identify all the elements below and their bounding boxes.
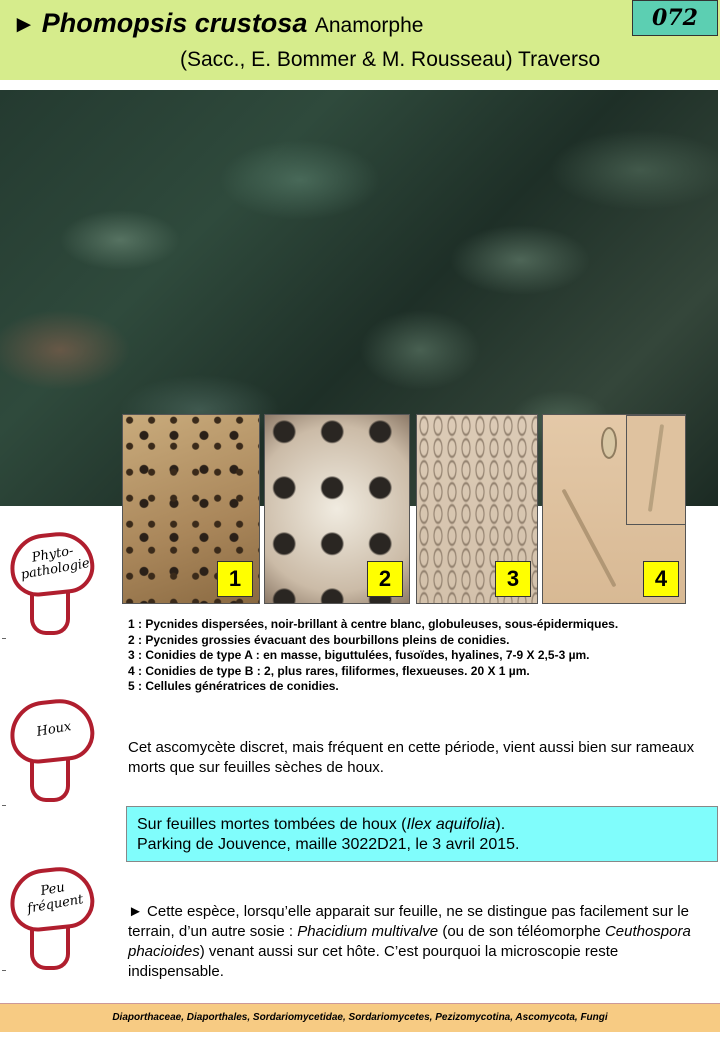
habitat-line-1	[137, 815, 717, 835]
filament-shape	[561, 488, 616, 587]
host-species: Ilex aquifolia	[406, 816, 496, 833]
sheet-number-badge: 072	[632, 0, 718, 36]
taxonomy-footer: Diaporthaceae, Diaporthales, Sordariomycetidae, Sordariomycetes, Pezizomycotina, Ascomycota, Fungi	[0, 1003, 720, 1032]
caption-line: 4 : Conidies de type B : 2, plus rares, filiformes, flexueuses. 20 X 1 µm.	[128, 663, 530, 678]
host-note: Cet ascomycète discret, mais fréquent en cette période, vient aussi bien sur rameaux morts que sur feuilles sèches de houx.	[128, 739, 695, 776]
species-authors: (Sacc., E. Bommer & M. Rousseau) Traverso	[180, 48, 601, 71]
arrow-icon: ►	[12, 11, 36, 38]
microscopy-image-4	[542, 414, 686, 604]
microscopy-image-1	[122, 414, 260, 604]
lookalike-species: Phacidium multivalve	[297, 923, 439, 940]
stage-label: Anamorphe	[314, 14, 424, 37]
habitat-box	[126, 806, 718, 862]
note-text: ► Cette espèce, lorsqu’elle apparait sur feuille, ne se distingue pas facilement sur le terrain, d’un autre sosie :	[128, 903, 689, 940]
divider-mark	[2, 638, 6, 639]
species-name: Phomopsis crustosa	[41, 8, 308, 38]
caption-line: 2 : Pycnides grossies évacuant des bourbillons pleins de conidies.	[128, 632, 510, 647]
divider-mark	[2, 970, 6, 971]
image-number-tag: 2	[367, 561, 403, 597]
microscopy-image-3	[416, 414, 538, 604]
frequency-note	[128, 902, 708, 982]
image-number-tag: 1	[217, 561, 253, 597]
spore-shape	[601, 427, 617, 459]
caption-line: 5 : Cellules génératrices de conidies.	[128, 679, 339, 693]
divider-mark	[2, 805, 6, 806]
habitat-text: Sur feuilles mortes tombées de houx (	[137, 816, 407, 833]
inset-image	[626, 415, 686, 525]
frequency-label: Peu fréquent	[26, 880, 85, 917]
habitat-text: ).	[495, 816, 506, 833]
note-text: ) venant aussi sur cet hôte. C’est pourquoi la microscopie reste indispensable.	[128, 943, 619, 980]
species-title	[12, 8, 423, 39]
microscopy-image-2	[264, 414, 410, 604]
image-captions	[128, 617, 618, 695]
host-label: Houx	[35, 719, 73, 740]
title-header	[0, 0, 720, 80]
image-number-tag: 4	[643, 561, 679, 597]
teleomorph-species: Ceuthospora phacioides	[128, 923, 691, 960]
phytopathology-label: Phyto-pathologie	[19, 543, 91, 583]
image-number-tag: 3	[495, 561, 531, 597]
note-text: (ou de son téléomorphe	[438, 923, 605, 940]
caption-line: 3 : Conidies de type A : en masse, biguttulées, fusoïdes, hyalines, 7-9 X 2,5-3 µm.	[128, 648, 590, 662]
habitat-line-2: Parking de Jouvence, maille 3022D21, le 3 avril 2015.	[137, 836, 520, 853]
caption-line: 1 : Pycnides dispersées, noir-brillant à centre blanc, globuleuses, sous-épidermiques.	[128, 617, 619, 631]
